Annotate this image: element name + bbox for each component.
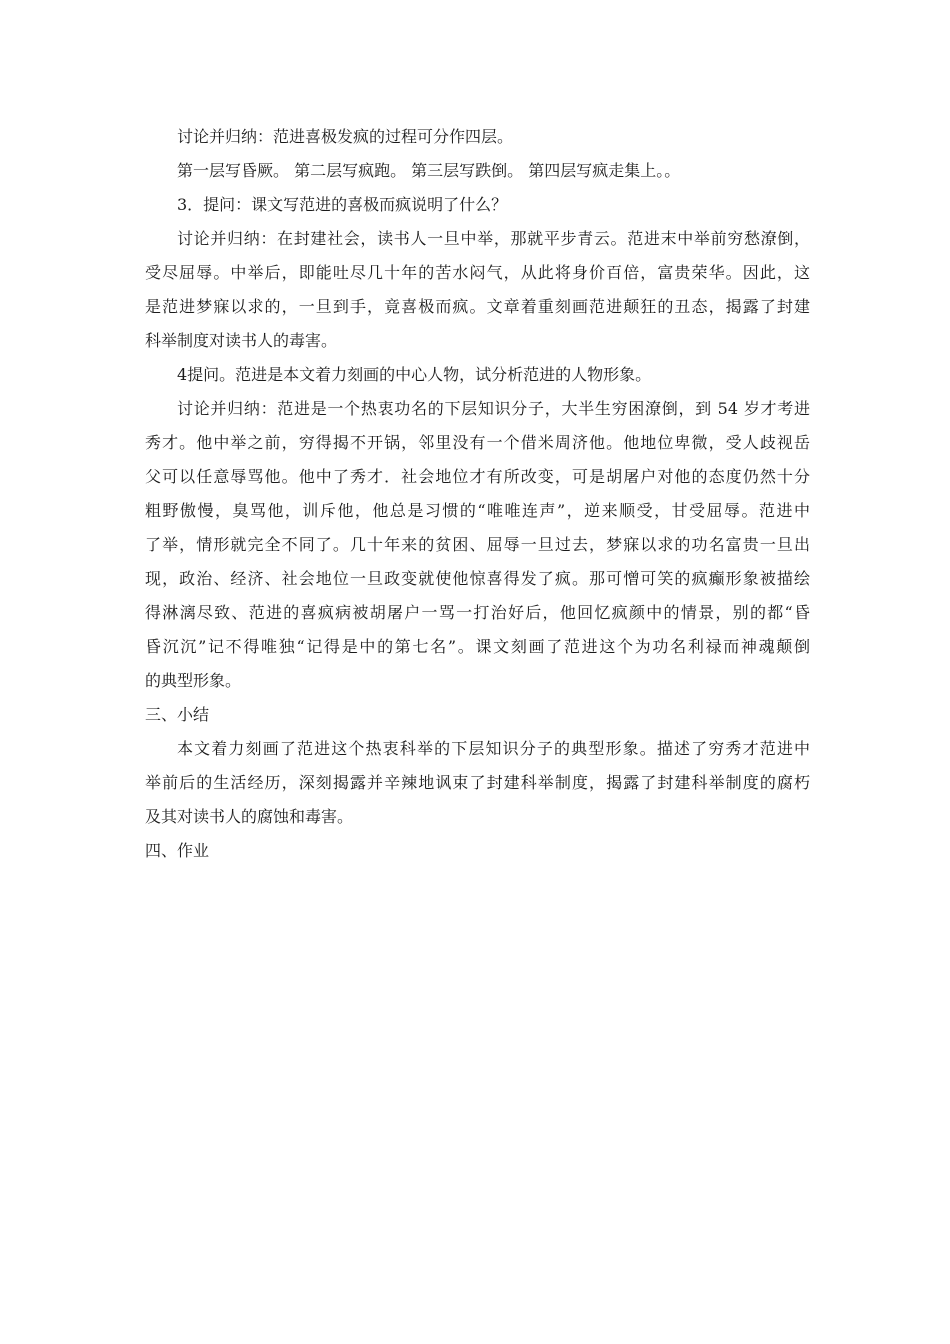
paragraph-line: 昏沉沉”记不得唯独“记得是中的第七名”。课文刻画了范进这个为功名利禄而神魂颠倒 [145,637,810,656]
paragraph-line: 讨论并归纳：范进喜极发疯的过程可分作四层。 [177,127,514,146]
document-page [145,120,810,868]
question-heading: 3．提问：课文写范进的喜极而疯说明了什么？ [177,195,508,214]
paragraph-line: 讨论并归纳：在封建社会，读书人一旦中举，那就平步青云。范进末中举前穷愁潦倒， [177,229,810,248]
paragraph-line: 粗野傲慢，臭骂他，训斥他，他总是习惯的“唯唯连声”，逆来顺受，甘受屈辱。范进中 [145,501,810,520]
section-heading: 四、作业 [145,841,210,860]
paragraph-line: 及其对读书人的腐蚀和毒害。 [145,807,354,826]
question-heading: 4提问。范进是本文着力刻画的中心人物，试分析范进的人物形象。 [177,365,652,384]
paragraph-line: 得淋漓尽致、范进的喜疯病被胡屠户一骂一打治好后，他回忆疯颜中的情景，别的都“昏 [145,603,810,622]
paragraph-line: 父可以任意辱骂他。他中了秀才．社会地位才有所改变，可是胡屠户对他的态度仍然十分 [145,467,810,486]
paragraph-line: 了举，情形就完全不同了。几十年来的贫困、屈辱一旦过去，梦寐以求的功名富贵一旦出 [145,535,810,554]
paragraph-line: 举前后的生活经历，深刻揭露并辛辣地讽束了封建科举制度，揭露了封建科举制度的腐朽 [145,773,810,792]
paragraph-line: 现，政治、经济、社会地位一旦政变就使他惊喜得发了疯。那可憎可笑的疯癫形象被描绘 [145,569,810,588]
paragraph-line: 第一层写昏厥。 第二层写疯跑。 第三层写跌倒。 第四层写疯走集上。。 [177,161,681,180]
paragraph-line: 受尽屈辱。中举后，即能吐尽几十年的苦水闷气，从此将身价百倍，富贵荣华。因此，这 [145,263,810,282]
paragraph-line: 本文着力刻画了范进这个热衷科举的下层知识分子的典型形象。描述了穷秀才范进中 [177,739,810,758]
paragraph-line: 秀才。他中举之前，穷得揭不开锅，邻里没有一个借米周济他。他地位卑微，受人歧视岳 [145,433,810,452]
section-heading: 三、小结 [145,705,210,724]
paragraph-line: 讨论并归纳：范进是一个热衷功名的下层知识分子，大半生穷困潦倒，到 54 岁才考进 [177,399,810,418]
paragraph-line: 是范进梦寐以求的，一旦到手，竟喜极而疯。文章着重刻画范进颠狂的丑态，揭露了封建 [145,297,810,316]
paragraph-line: 科举制度对读书人的毒害。 [145,331,338,350]
paragraph-line: 的典型形象。 [145,671,242,690]
